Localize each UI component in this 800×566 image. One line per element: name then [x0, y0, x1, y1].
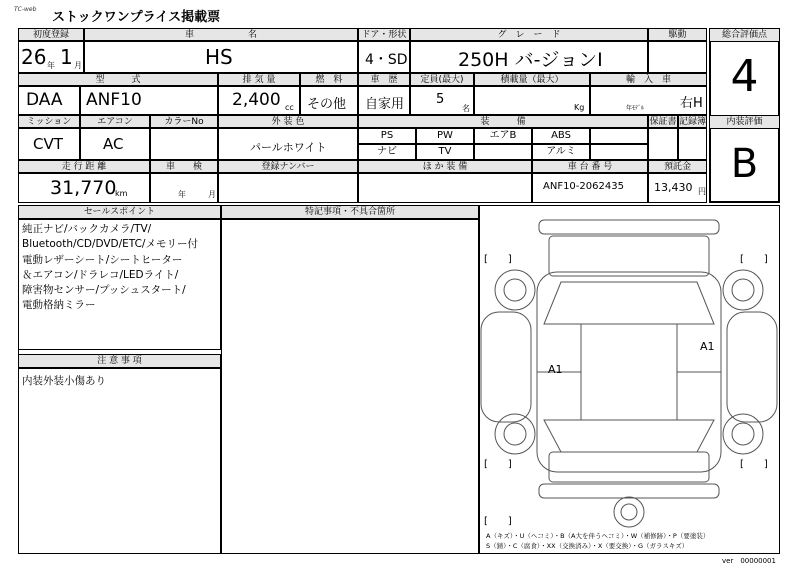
vehicle-history-header: 車 歴 — [358, 73, 410, 86]
inspection-header: 車 検 — [150, 160, 218, 173]
deposit-value: 13,430 — [654, 181, 693, 194]
sales-point-line: ＆エアコン/ドラレコ/LEDライト/ — [22, 268, 179, 281]
car-diagram — [479, 212, 780, 532]
equipment-header: 装 備 — [358, 115, 648, 128]
mission-value: CVT — [33, 135, 63, 153]
overall-score-header: 総合評価点 — [709, 28, 780, 42]
plate-cell — [218, 173, 358, 203]
steering-value: 右H — [680, 96, 703, 111]
equip-empty-1 — [590, 128, 648, 144]
warranty-cell — [648, 128, 678, 160]
bracket-bottom: [ ] — [484, 516, 512, 527]
damage-mark-left: A1 — [548, 363, 563, 376]
roof-shape — [581, 324, 677, 420]
record-header: 記録簿 — [679, 117, 707, 127]
equip-empty-2 — [474, 144, 532, 160]
equip-ps: PS — [358, 128, 416, 144]
interior-score-header: 内装評価 — [709, 115, 780, 129]
mileage-value: 31,770 — [50, 177, 117, 199]
page-title: ストックワンプライス掲載票 — [52, 10, 221, 25]
diagram-legend-1: A（キズ）・U（ヘコミ）・B（A大を伴うヘコミ）・W（補修跡）・P（要塗装） — [486, 532, 710, 540]
load-unit: Kg — [574, 103, 585, 112]
equip-pw: PW — [416, 128, 474, 144]
logo — [14, 6, 48, 20]
capacity-unit: 名 — [462, 104, 470, 113]
version-text: ver 00000001 — [722, 557, 776, 565]
first-reg-header: 初度登録 — [18, 28, 84, 41]
windshield-shape — [544, 282, 714, 324]
grade-header: グ レ ー ド — [410, 28, 648, 41]
equip-airbag: エアB — [474, 128, 532, 144]
rear-right-wheel-shape — [723, 414, 763, 454]
inspection-month-unit: 月 — [208, 190, 216, 199]
equip-tv: TV — [416, 144, 474, 160]
door-type-header: ドア・形状 — [358, 28, 410, 41]
sales-point-line: 純正ナビ/バックカメラ/TV/ — [22, 223, 152, 235]
import-header: 輸 入 車 — [590, 73, 707, 86]
car-name-value: HS — [205, 45, 233, 69]
special-notes-box — [221, 219, 479, 554]
plate-header: 登録ナンバー — [218, 160, 358, 173]
bracket-rear-left: [ ] — [484, 459, 512, 470]
logo-text: TC-web — [14, 6, 37, 13]
front-left-wheel-shape — [495, 270, 535, 310]
overall-score-value: 4 — [730, 51, 759, 102]
chassis-value: ANF10-2062435 — [543, 181, 624, 192]
warranty-header: 保証書 — [649, 117, 677, 127]
deposit-header: 預託金 — [648, 160, 707, 173]
equip-abs: ABS — [532, 128, 590, 144]
mission-header: ミッション — [18, 115, 80, 128]
grade-value: 250H バ-ジョンI — [458, 49, 603, 71]
fuel-header: 燃 料 — [300, 73, 358, 86]
mileage-unit: km — [115, 189, 128, 198]
spare-tire-shape — [614, 497, 644, 527]
notes-header: 注 意 事 項 — [18, 354, 221, 368]
diagram-legend-2: S（錆）・C（腐食）・XX（交換済み）・X（要交換）・G（ガラスキズ） — [486, 542, 689, 550]
vehicle-history-value: 自家用 — [365, 97, 405, 112]
mileage-header: 走 行 距 離 — [18, 160, 150, 173]
equip-navi: ナビ — [358, 144, 416, 160]
special-notes-header: 特記事項・不具合箇所 — [221, 205, 479, 219]
sales-points-text — [22, 222, 222, 314]
aircon-header: エアコン — [80, 115, 150, 128]
first-reg-year: 26 — [21, 45, 47, 69]
bracket-front-left: [ ] — [484, 254, 512, 265]
color-no-cell — [150, 128, 218, 160]
deposit-unit: 円 — [698, 187, 706, 196]
right-side-shape — [727, 312, 777, 422]
chassis-header: 車 台 番 号 — [532, 160, 648, 173]
load-cell — [474, 86, 590, 115]
model-value: ANF10 — [86, 90, 142, 110]
other-equip-cell — [358, 173, 532, 203]
fuel-value: その他 — [307, 97, 347, 112]
drive-cell — [648, 41, 707, 73]
notes-text: 内装外装小傷あり — [22, 375, 106, 387]
model-year-label: 年ﾓﾃﾞﾙ — [626, 105, 645, 112]
displacement-header: 排 気 量 — [218, 73, 300, 86]
damage-mark-right: A1 — [700, 340, 715, 353]
first-reg-month: 1 — [60, 45, 73, 69]
drive-header: 駆動 — [648, 28, 707, 41]
displacement-value: 2,400 — [232, 90, 281, 110]
exterior-color-header: 外 装 色 — [218, 115, 358, 128]
rear-window-shape — [544, 420, 714, 452]
sales-point-line: 電動レザーシート/シートヒーター — [22, 253, 183, 266]
model-header: 型 式 — [18, 73, 218, 86]
rear-left-wheel-shape — [495, 414, 535, 454]
sales-point-line: 障害物センサー/プッシュスタート/ — [22, 284, 186, 297]
front-hood-shape — [549, 236, 709, 276]
trunk-shape — [549, 452, 709, 482]
inspection-year-unit: 年 — [178, 190, 186, 199]
front-right-wheel-shape — [723, 270, 763, 310]
sales-points-header: セールスポイント — [18, 205, 221, 219]
color-no-header: カラーNo — [150, 115, 218, 128]
notes-box — [18, 368, 221, 554]
exterior-color-value: パールホワイト — [250, 141, 327, 154]
capacity-value: 5 — [436, 92, 445, 107]
sales-point-line: 電動格納ミラー — [22, 299, 96, 312]
first-reg-year-unit: 年 — [47, 61, 55, 70]
model-prefix-value: DAA — [26, 90, 63, 110]
other-equip-header: ほ か 装 備 — [358, 160, 532, 173]
load-header: 積載量（最大） — [474, 73, 590, 86]
first-reg-month-unit: 月 — [74, 61, 82, 70]
interior-score-value: B — [730, 141, 759, 187]
door-type-value: 4・SD — [365, 52, 408, 68]
equip-alumi: アルミ — [532, 144, 590, 160]
capacity-header: 定員(最大) — [410, 73, 474, 86]
displacement-unit: cc — [285, 103, 294, 112]
bracket-rear-right: [ ] — [740, 459, 768, 470]
rear-bumper-shape — [539, 484, 719, 498]
equip-empty-3 — [590, 144, 648, 160]
aircon-value: AC — [103, 135, 124, 153]
front-bumper-shape — [539, 220, 719, 234]
car-name-header: 車 名 — [84, 28, 358, 41]
left-side-shape — [481, 312, 531, 422]
record-cell — [678, 128, 707, 160]
sales-point-line: Bluetooth/CD/DVD/ETC/メモリー付 — [22, 238, 198, 251]
bracket-front-right: [ ] — [740, 254, 768, 265]
